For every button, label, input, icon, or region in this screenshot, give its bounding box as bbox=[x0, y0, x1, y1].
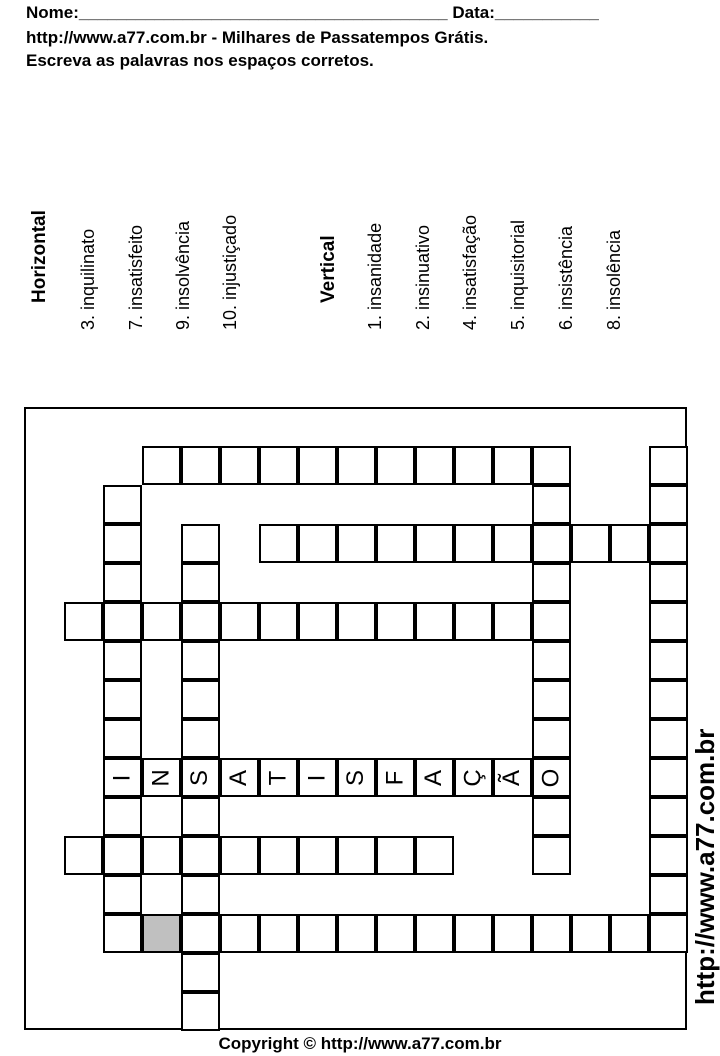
grid-cell[interactable] bbox=[181, 797, 220, 836]
grid-cell[interactable] bbox=[103, 524, 142, 563]
grid-cell[interactable] bbox=[376, 836, 415, 875]
grid-cell[interactable] bbox=[181, 641, 220, 680]
grid-cell[interactable] bbox=[493, 524, 532, 563]
grid-cell[interactable] bbox=[376, 524, 415, 563]
grid-cell[interactable] bbox=[649, 524, 688, 563]
grid-cell[interactable] bbox=[415, 446, 454, 485]
clue-v-8: 8. insolência bbox=[604, 229, 624, 330]
name-label: Nome: bbox=[26, 3, 79, 22]
grid-letter bbox=[181, 758, 220, 797]
grid-letter bbox=[454, 758, 493, 797]
grid-letter bbox=[415, 758, 454, 797]
date-field[interactable]: ___________ bbox=[494, 3, 599, 22]
grid-cell[interactable] bbox=[649, 797, 688, 836]
grid-letter bbox=[532, 758, 571, 797]
side-url: http://www.a77.com.br bbox=[690, 728, 720, 1005]
grid-cell[interactable] bbox=[376, 446, 415, 485]
grid-cell[interactable] bbox=[415, 524, 454, 563]
grid-cell[interactable] bbox=[259, 602, 298, 641]
grid-cell[interactable] bbox=[532, 797, 571, 836]
grid-cell[interactable] bbox=[376, 602, 415, 641]
grid-cell[interactable] bbox=[571, 524, 610, 563]
clue-v-1: 1. insanidade bbox=[365, 222, 385, 330]
grid-letter bbox=[142, 758, 181, 797]
grid-cell[interactable] bbox=[142, 602, 181, 641]
clue-v-6: 6. insistência bbox=[556, 225, 576, 330]
grid-cell[interactable] bbox=[532, 602, 571, 641]
grid-letter-text: Ã bbox=[498, 769, 526, 786]
grid-cell[interactable] bbox=[181, 875, 220, 914]
grid-letter-text: O bbox=[537, 768, 565, 787]
grid-cell[interactable] bbox=[649, 641, 688, 680]
grid-cell[interactable] bbox=[415, 836, 454, 875]
grid-cell[interactable] bbox=[532, 485, 571, 524]
site-line: http://www.a77.com.br - Milhares de Passatempos Grátis. bbox=[26, 28, 489, 47]
grid-cell[interactable] bbox=[649, 446, 688, 485]
grid-cell[interactable] bbox=[532, 446, 571, 485]
grid-cell[interactable] bbox=[103, 563, 142, 602]
clue-v-5: 5. inquisitorial bbox=[508, 219, 528, 330]
grid-cell[interactable] bbox=[454, 446, 493, 485]
grid-letter bbox=[376, 758, 415, 797]
grid-cell[interactable] bbox=[298, 914, 337, 953]
grid-cell[interactable] bbox=[298, 836, 337, 875]
grid-cell[interactable] bbox=[649, 680, 688, 719]
grid-cell[interactable] bbox=[610, 914, 649, 953]
clue-h-3: 3. inquilinato bbox=[78, 228, 98, 330]
grid-cell[interactable] bbox=[220, 602, 259, 641]
grid-letter-text: A bbox=[225, 769, 253, 786]
shaded-grid-cell[interactable] bbox=[142, 914, 181, 953]
grid-cell[interactable] bbox=[337, 836, 376, 875]
grid-cell[interactable] bbox=[493, 602, 532, 641]
grid-letter bbox=[298, 758, 337, 797]
grid-letter bbox=[493, 758, 532, 797]
grid-cell[interactable] bbox=[532, 524, 571, 563]
grid-cell[interactable] bbox=[142, 446, 181, 485]
grid-cell[interactable] bbox=[220, 914, 259, 953]
grid-cell[interactable] bbox=[103, 602, 142, 641]
grid-cell[interactable] bbox=[64, 836, 103, 875]
grid-letter-text: I bbox=[303, 774, 331, 781]
clue-h-9: 9. insolvência bbox=[173, 220, 193, 330]
grid-cell[interactable] bbox=[181, 836, 220, 875]
grid-cell[interactable] bbox=[298, 524, 337, 563]
grid-cell[interactable] bbox=[610, 524, 649, 563]
instruction-line: Escreva as palavras nos espaços corretos. bbox=[26, 51, 374, 70]
grid-cell[interactable] bbox=[298, 446, 337, 485]
name-field[interactable]: _______________________________________ bbox=[78, 3, 448, 22]
grid-cell[interactable] bbox=[181, 914, 220, 953]
grid-cell[interactable] bbox=[103, 797, 142, 836]
grid-cell[interactable] bbox=[649, 719, 688, 758]
grid-cell[interactable] bbox=[649, 836, 688, 875]
grid-cell[interactable] bbox=[103, 836, 142, 875]
clue-v-4: 4. insatisfação bbox=[460, 214, 480, 330]
grid-cell[interactable] bbox=[181, 953, 220, 992]
grid-cell[interactable] bbox=[181, 680, 220, 719]
grid-cell[interactable] bbox=[649, 563, 688, 602]
grid-cell[interactable] bbox=[454, 914, 493, 953]
grid-cell[interactable] bbox=[220, 446, 259, 485]
grid-cell[interactable] bbox=[337, 524, 376, 563]
grid-cell[interactable] bbox=[376, 914, 415, 953]
grid-letter-text: N bbox=[147, 768, 175, 787]
grid-cell[interactable] bbox=[103, 875, 142, 914]
grid-cell[interactable] bbox=[103, 641, 142, 680]
grid-cell[interactable] bbox=[532, 680, 571, 719]
horizontal-title: Horizontal bbox=[29, 210, 50, 303]
grid-cell[interactable] bbox=[532, 563, 571, 602]
grid-letter-text: S bbox=[342, 769, 370, 786]
grid-cell[interactable] bbox=[181, 602, 220, 641]
grid-cell[interactable] bbox=[454, 524, 493, 563]
grid-cell[interactable] bbox=[649, 602, 688, 641]
grid-cell[interactable] bbox=[181, 524, 220, 563]
date-label: Data: bbox=[452, 3, 495, 22]
grid-letter-text: T bbox=[264, 770, 292, 785]
grid-letter-text: Ç bbox=[459, 768, 487, 787]
grid-cell[interactable] bbox=[649, 914, 688, 953]
grid-letter-text: F bbox=[381, 770, 409, 785]
grid-cell[interactable] bbox=[298, 602, 337, 641]
clue-v-2: 2. insinuativo bbox=[413, 224, 433, 330]
grid-cell[interactable] bbox=[649, 485, 688, 524]
clue-h-7: 7. insatisfeito bbox=[126, 224, 146, 330]
grid-cell[interactable] bbox=[181, 719, 220, 758]
grid-cell[interactable] bbox=[649, 875, 688, 914]
grid-cell[interactable] bbox=[259, 524, 298, 563]
grid-cell[interactable] bbox=[259, 446, 298, 485]
grid-letter-text: S bbox=[186, 769, 214, 786]
grid-cell[interactable] bbox=[337, 914, 376, 953]
grid-letter-text: A bbox=[420, 769, 448, 786]
grid-cell[interactable] bbox=[454, 602, 493, 641]
grid-letter bbox=[259, 758, 298, 797]
grid-cell[interactable] bbox=[181, 446, 220, 485]
copyright: Copyright © http://www.a77.com.br bbox=[218, 1034, 502, 1053]
grid-letter-text: I bbox=[108, 774, 136, 781]
grid-letter bbox=[337, 758, 376, 797]
grid-letter bbox=[103, 758, 142, 797]
grid-cell[interactable] bbox=[103, 719, 142, 758]
grid-cell[interactable] bbox=[103, 680, 142, 719]
vertical-title: Vertical bbox=[318, 235, 339, 303]
grid-cell[interactable] bbox=[181, 563, 220, 602]
grid-cell[interactable] bbox=[415, 914, 454, 953]
name-date-line bbox=[26, 3, 599, 23]
grid-cell[interactable] bbox=[493, 446, 532, 485]
grid-cell[interactable] bbox=[103, 914, 142, 953]
grid-cell[interactable] bbox=[337, 602, 376, 641]
grid-cell[interactable] bbox=[532, 719, 571, 758]
grid-cell[interactable] bbox=[259, 914, 298, 953]
grid-cell[interactable] bbox=[103, 485, 142, 524]
grid-cell[interactable] bbox=[532, 641, 571, 680]
grid-cell[interactable] bbox=[532, 914, 571, 953]
grid-cell[interactable] bbox=[220, 836, 259, 875]
grid-cell[interactable] bbox=[337, 446, 376, 485]
grid-cell[interactable] bbox=[649, 758, 688, 797]
grid-cell[interactable] bbox=[142, 836, 181, 875]
grid-cell[interactable] bbox=[181, 992, 220, 1031]
grid-cell[interactable] bbox=[415, 602, 454, 641]
grid-cell[interactable] bbox=[532, 836, 571, 875]
grid-cell[interactable] bbox=[571, 914, 610, 953]
grid-cell[interactable] bbox=[64, 602, 103, 641]
grid-cell[interactable] bbox=[493, 914, 532, 953]
grid-cell[interactable] bbox=[259, 836, 298, 875]
grid-letter bbox=[220, 758, 259, 797]
clue-h-10: 10. injustiçado bbox=[220, 214, 240, 330]
